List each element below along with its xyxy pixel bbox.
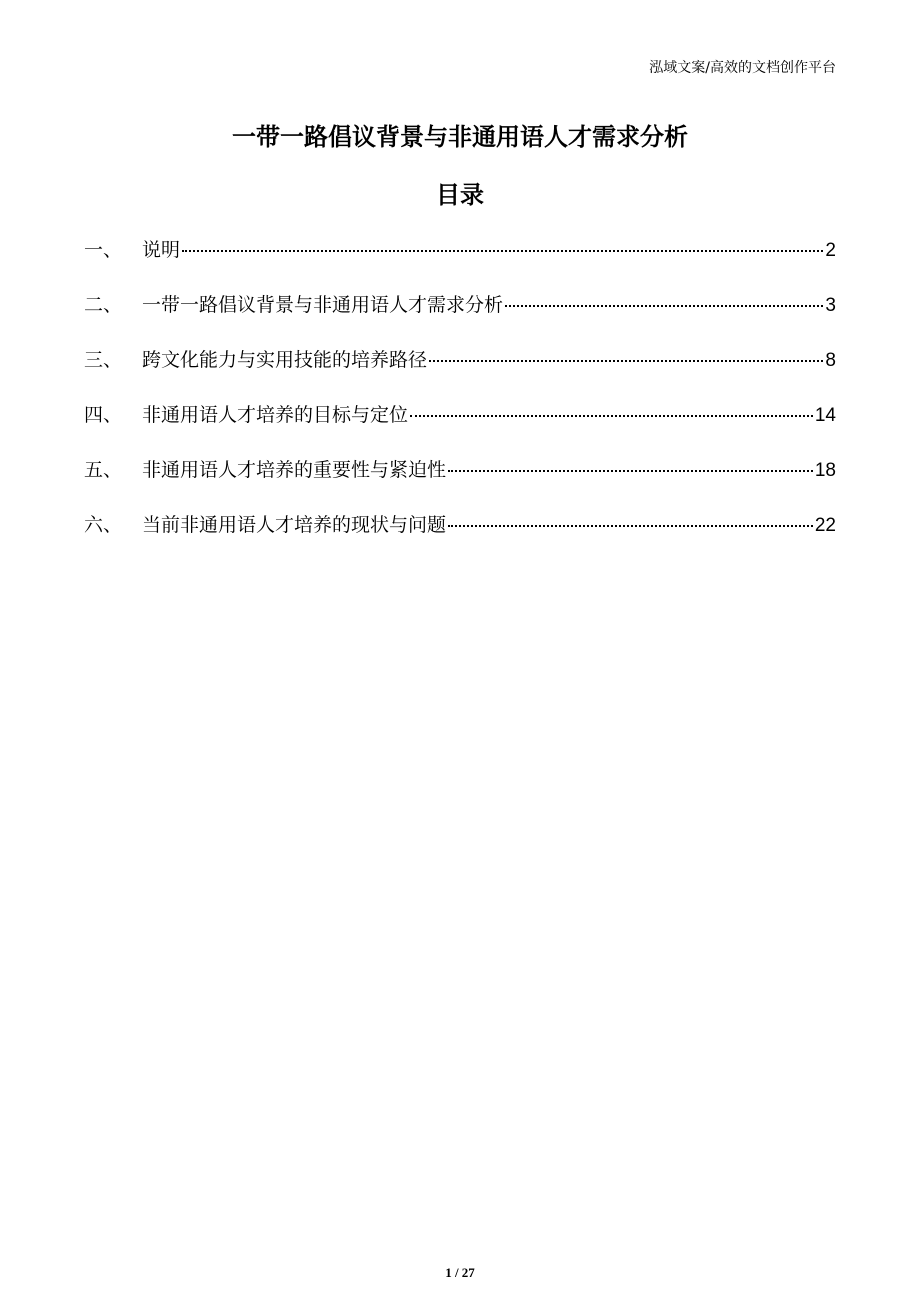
- toc-entry[interactable]: [84, 507, 836, 562]
- toc-entry-label: 当前非通用语人才培养的现状与问题: [142, 514, 447, 536]
- toc-dot-leader: [410, 414, 813, 417]
- toc-entry-page: 22: [814, 515, 836, 536]
- toc-entry-number: 五、: [84, 459, 123, 481]
- toc-entry-number: 二、: [84, 294, 123, 316]
- toc-entry-label: 跨文化能力与实用技能的培养路径: [142, 349, 428, 371]
- toc-entry-label: 一带一路倡议背景与非通用语人才需求分析: [142, 294, 504, 316]
- toc-entry[interactable]: [84, 452, 836, 507]
- toc-entry-page: 3: [825, 295, 836, 316]
- toc-entry-page: 18: [814, 460, 836, 481]
- document-title: 一带一路倡议背景与非通用语人才需求分析: [232, 123, 688, 151]
- toc-entry-label: 非通用语人才培养的重要性与紧迫性: [142, 459, 447, 481]
- toc-entry-label: 非通用语人才培养的目标与定位: [142, 404, 409, 426]
- toc-entry-number: 四、: [84, 404, 123, 426]
- toc-entry[interactable]: [84, 232, 836, 287]
- toc-dot-leader: [505, 304, 823, 307]
- toc-dot-leader: [448, 524, 813, 527]
- toc-entry[interactable]: [84, 287, 836, 342]
- toc-entry-number: 一、: [84, 239, 123, 261]
- toc-entry-page: 14: [814, 405, 836, 426]
- toc-entry-page: 8: [825, 350, 836, 371]
- toc-entry-number: 三、: [84, 349, 123, 371]
- toc-entry[interactable]: [84, 397, 836, 452]
- page-number-footer: 1 / 27: [445, 1265, 475, 1280]
- toc-heading: 目录: [436, 181, 484, 209]
- toc-dot-leader: [182, 249, 823, 252]
- toc-entry-number: 六、: [84, 514, 123, 536]
- toc-dot-leader: [429, 359, 823, 362]
- toc-entry-page: 2: [825, 240, 836, 261]
- header-text: 泓域文案/高效的文档创作平台: [649, 60, 836, 76]
- table-of-contents: [84, 232, 836, 562]
- toc-dot-leader: [448, 469, 813, 472]
- toc-entry-label: 说明: [142, 239, 181, 261]
- toc-entry[interactable]: [84, 342, 836, 397]
